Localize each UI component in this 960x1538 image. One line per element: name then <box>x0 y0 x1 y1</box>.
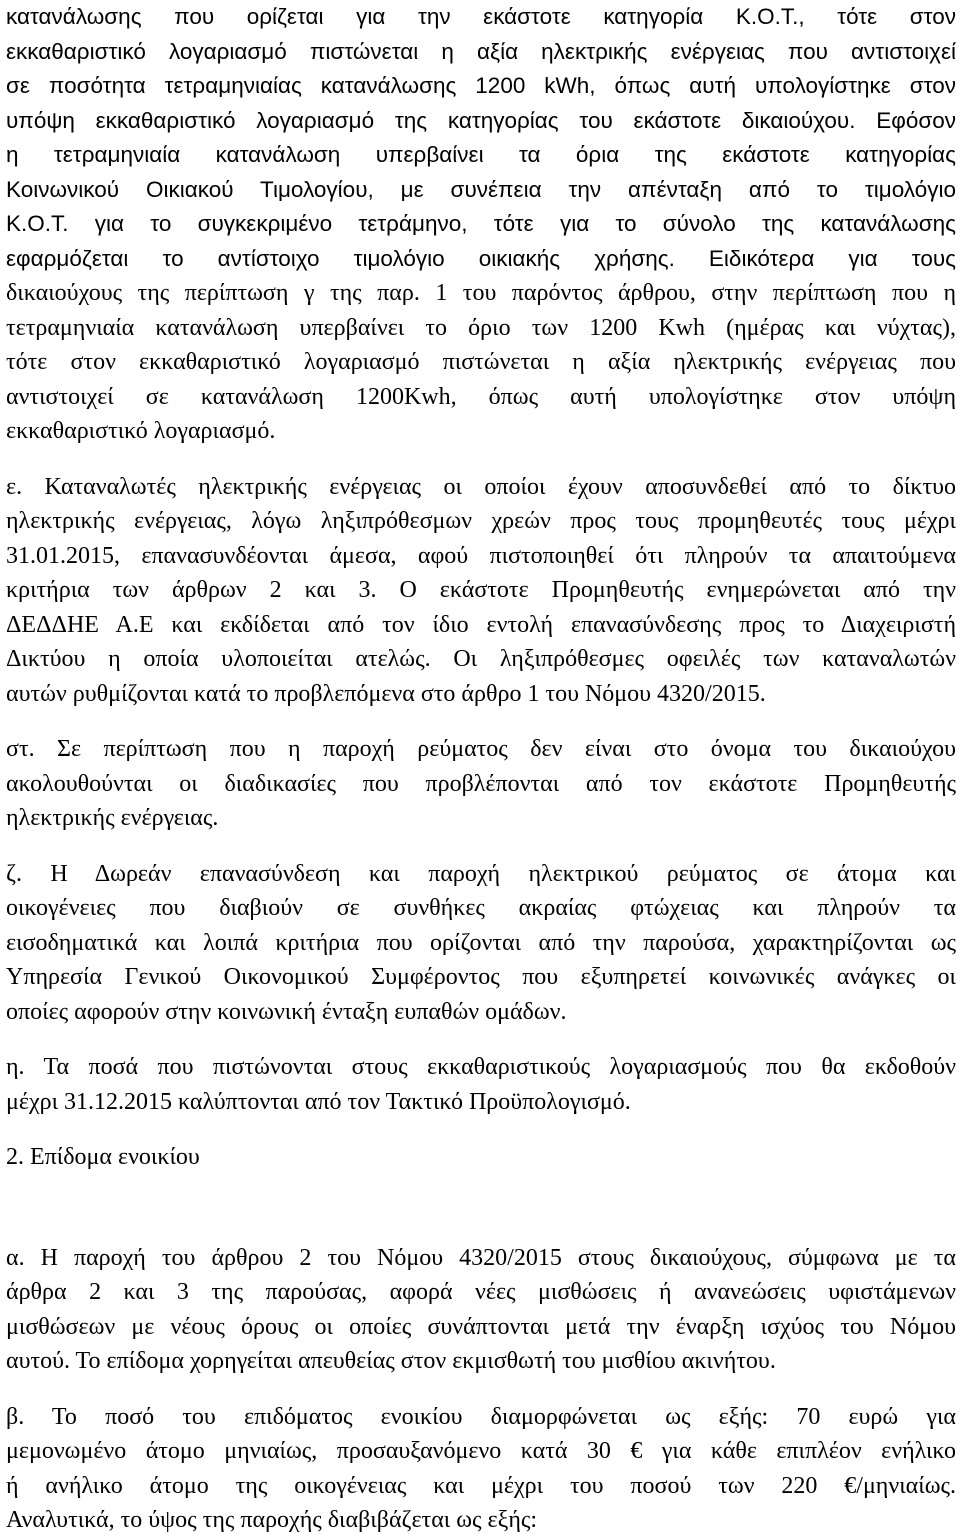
text-line: μεμονωμένο άτομο μηνιαίως, προσαυξανόμενο κατά 30 € για κάθε επιπλέον ενήλικο <box>6 1438 956 1464</box>
text-line: τετραμηνιαία κατανάλωση υπερβαίνει το όριο των 1200 Kwh (ημέρας και νύχτας), <box>6 314 956 341</box>
text-line: Κοινωνικού Οικιακού Τιμολογίου, με συνέπεια την απένταξη από το τιμολόγιο <box>6 176 956 202</box>
paragraph-h <box>6 1050 956 1119</box>
text-line: β. Το ποσό του επιδόματος ενοικίου διαμορφώνεται ως εξής: 70 ευρώ για <box>6 1403 956 1430</box>
text-line: ζ. Η Δωρεάν επανασύνδεση και παροχή ηλεκτρικού ρεύματος σε άτομα και <box>6 860 956 887</box>
text-line: μισθώσεων με νέους όρους οι οποίες συνάπτονται μετά την έναρξη ισχύος του Νόμου <box>6 1313 956 1340</box>
text-line: στ. Σε περίπτωση που η παροχή ρεύματος δεν είναι στο όνομα του δικαιούχου <box>6 736 956 762</box>
paragraph-b <box>6 1400 956 1538</box>
paragraph-z <box>6 857 956 1030</box>
heading-text: 2. Επίδομα ενοικίου <box>6 1144 200 1170</box>
text-line: ηλεκτρικής ενέργειας, λόγω ληξιπρόθεσμων χρεών προς τους προμηθευτές τους μέχρι <box>6 508 956 534</box>
text-line: η τετραμηνιαία κατανάλωση υπερβαίνει τα όρια της εκάστοτε κατηγορίας <box>6 142 956 167</box>
text-line: Κ.Ο.Τ. για το συγκεκριμένο τετράμηνο, τότε για το σύνολο της κατανάλωσης <box>6 211 956 236</box>
text-line: τότε στον εκκαθαριστικό λογαριασμό πιστώνεται η αξία ηλεκτρικής ενέργειας που <box>6 349 956 375</box>
text-line: 31.01.2015, επανασυνδέονται άμεσα, αφού πιστοποιηθεί ότι πληρούν τα απαιτούμενα <box>6 542 956 569</box>
text-line: ηλεκτρικής ενέργειας. <box>6 805 219 831</box>
text-line: κριτήρια των άρθρων 2 και 3. Ο εκάστοτε Προμηθευτής ενημερώνεται από την <box>6 577 956 603</box>
text-line: Υπηρεσία Γενικού Οικονομικού Συμφέροντος που εξυπηρετεί κοινωνικές ανάγκες οι <box>6 964 956 990</box>
text-line: εισοδηματικά και λοιπά κριτήρια που ορίζονται από την παρούσα, χαρακτηρίζονται ως <box>6 929 956 956</box>
text-line: άρθρα 2 και 3 της παρούσας, αφορά νέες μισθώσεις ή ανανεώσεις υφιστάμενων <box>6 1279 956 1305</box>
paragraph-e <box>6 470 956 712</box>
text-line: σε ποσότητα τετραμηνιαίας κατανάλωσης 1200 kWh, όπως αυτή υπολογίστηκε στον <box>6 73 956 98</box>
text-line: ακολουθούνται οι διαδικασίες που προβλέπονται από τον εκάστοτε Προμηθευτής <box>6 770 956 797</box>
paragraph-continued <box>6 0 956 449</box>
text-line: ή ανήλικο άτομο της οικογένειας και μέχρι του ποσού των 220 €/μηνιαίως. <box>6 1472 956 1499</box>
text-line: εκκαθαριστικό λογαριασμό πιστώνεται η αξία ηλεκτρικής ενέργειας που αντιστοιχεί <box>6 38 956 64</box>
text-line: αυτού. Το επίδομα χορηγείται απευθείας στον εκμισθωτή του μισθίου ακινήτου. <box>6 1348 776 1374</box>
text-line: αυτών ρυθμίζονται κατά το προβλεπόμενα στο άρθρο 1 του Νόμου 4320/2015. <box>6 680 766 707</box>
text-line: εκκαθαριστικό λογαριασμό. <box>6 418 276 444</box>
section-heading <box>6 1140 956 1175</box>
text-line: Αναλυτικά, το ύψος της παροχής διαβιβάζεται ως εξής: <box>6 1507 538 1533</box>
document-page <box>6 0 956 1538</box>
text-line: η. Τα ποσά που πιστώνονται στους εκκαθαριστικούς λογαριασμούς που θα εκδοθούν <box>6 1054 956 1080</box>
text-line: οικογένειες που διαβιούν σε συνθήκες ακραίας φτώχειας και πληρούν τα <box>6 895 956 921</box>
text-line: υπόψη εκκαθαριστικό λογαριασμό της κατηγορίας του εκάστοτε δικαιούχου. Εφόσον <box>6 107 956 133</box>
text-line: μέχρι 31.12.2015 καλύπτονται από τον Τακτικό Προϋπολογισμό. <box>6 1088 631 1115</box>
text-line: οποίες αφορούν στην κοινωνική ένταξη ευπαθών ομάδων. <box>6 998 567 1025</box>
text-line: αντιστοιχεί σε κατανάλωση 1200Kwh, όπως αυτή υπολογίστηκε στον υπόψη <box>6 383 956 410</box>
text-line: α. Η παροχή του άρθρου 2 του Νόμου 4320/2015 στους δικαιούχους, σύμφωνα με τα <box>6 1244 956 1271</box>
text-line: Δικτύου η οποία υλοποιείται ατελώς. Οι ληξιπρόθεσμες οφειλές των καταναλωτών <box>6 646 956 672</box>
text-line: δικαιούχους της περίπτωση γ της παρ. 1 του παρόντος άρθρου, στην περίπτωση που η <box>6 280 956 306</box>
text-line: κατανάλωσης που ορίζεται για την εκάστοτε κατηγορία Κ.Ο.Τ., τότε στον <box>6 4 956 29</box>
text-line: ΔΕΔΔΗΕ Α.Ε και εκδίδεται από τον ίδιο εντολή επανασύνδεσης προς το Διαχειριστή <box>6 611 956 638</box>
text-line: εφαρμόζεται το αντίστοιχο τιμολόγιο οικιακής χρήσης. Ειδικότερα για τους <box>6 245 956 271</box>
text-line: ε. Καταναλωτές ηλεκτρικής ενέργειας οι οποίοι έχουν αποσυνδεθεί από το δίκτυο <box>6 473 956 500</box>
paragraph-a <box>6 1241 956 1379</box>
paragraph-st <box>6 732 956 836</box>
